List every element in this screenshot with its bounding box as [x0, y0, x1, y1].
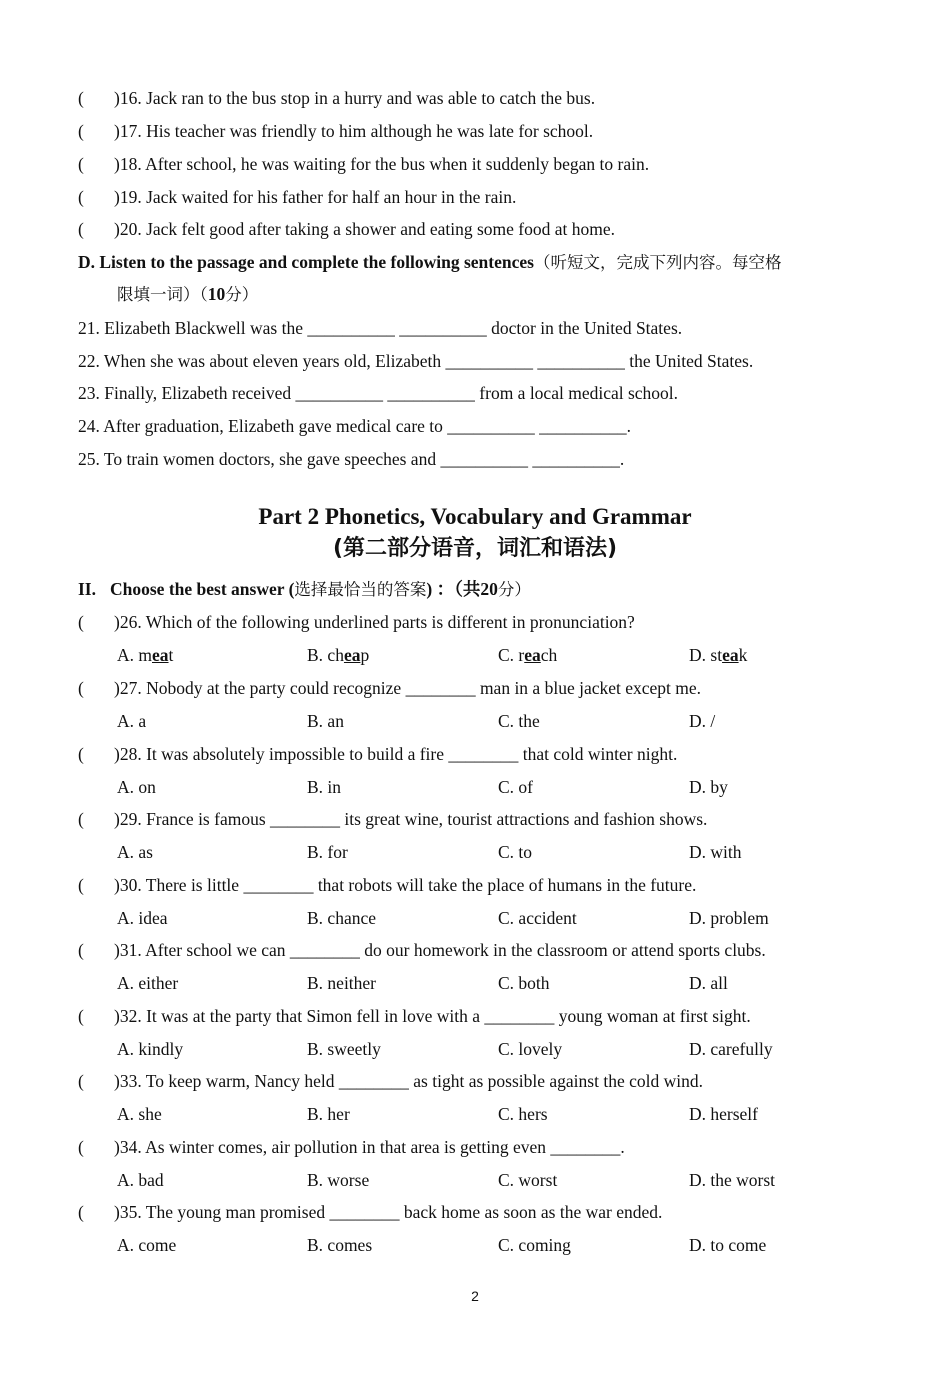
option-b[interactable]: B. her [307, 1104, 350, 1124]
tf-item-17 [78, 120, 593, 142]
option-d[interactable]: D. herself [689, 1104, 759, 1124]
option-c[interactable]: C. reach [498, 645, 558, 665]
question-35 [78, 1201, 662, 1223]
answer-paren[interactable]: ( [78, 154, 84, 174]
tf-item-20 [78, 218, 615, 240]
option-c[interactable]: C. lovely [498, 1039, 563, 1059]
option-a[interactable]: A. meat [117, 645, 174, 665]
question-31 [78, 939, 766, 961]
question-text: )27. Nobody at the party could recognize ________ man in a blue jacket except me. [114, 678, 702, 698]
answer-paren[interactable]: ( [78, 1071, 84, 1091]
answer-paren[interactable]: ( [78, 678, 84, 698]
question-text: )33. To keep warm, Nancy held ________ as tight as possible against the cold wind. [114, 1071, 703, 1091]
question-text: )26. Which of the following underlined parts is different in pronunciation? [114, 612, 635, 632]
answer-paren[interactable]: ( [78, 88, 84, 108]
section-ii-cn: 选择最恰当的答案 [294, 580, 427, 599]
blank-item-23[interactable]: 23. Finally, Elizabeth received __________ __________ from a local medical school. [78, 383, 679, 403]
options-26 [117, 644, 897, 666]
tf-item-16 [78, 87, 595, 109]
section-d-score-unit: 分） [225, 285, 259, 304]
question-text: )29. France is famous ________ its great wine, tourist attractions and fashion shows. [114, 809, 708, 829]
section-ii-title: Choose the best answer ( [110, 579, 295, 599]
option-d[interactable]: D. by [689, 777, 728, 797]
question-text: )18. After school, he was waiting for the bus when it suddenly began to rain. [114, 154, 650, 174]
question-text: )31. After school we can ________ do our homework in the classroom or attend sports clubs. [114, 940, 766, 960]
answer-paren[interactable]: ( [78, 809, 84, 829]
options-34 [117, 1169, 897, 1191]
question-text: )35. The young man promised ________ back home as soon as the war ended. [114, 1202, 663, 1222]
question-text: )28. It was absolutely impossible to build a fire ________ that cold winter night. [114, 744, 678, 764]
option-a[interactable]: A. on [117, 777, 156, 797]
section-d-heading [78, 251, 781, 274]
section-d-score: 10 [207, 284, 226, 304]
question-text: )19. Jack waited for his father for half an hour in the rain. [114, 187, 517, 207]
options-35 [117, 1234, 897, 1256]
answer-paren[interactable]: ( [78, 1202, 84, 1222]
option-a[interactable]: A. either [117, 973, 179, 993]
part2-title: Part 2 Phonetics, Vocabulary and Grammar [258, 504, 692, 529]
option-a[interactable]: A. kindly [117, 1039, 184, 1059]
options-27 [117, 710, 897, 732]
option-c[interactable]: C. to [498, 842, 533, 862]
option-a[interactable]: A. as [117, 842, 153, 862]
option-a[interactable]: A. a [117, 711, 147, 731]
option-b[interactable]: B. cheap [307, 645, 370, 665]
section-ii-label: II. [78, 579, 96, 599]
page-number: 2 [471, 1288, 479, 1304]
question-34 [78, 1136, 625, 1158]
question-text: )30. There is little ________ that robots will take the place of humans in the future. [114, 875, 697, 895]
option-c[interactable]: C. hers [498, 1104, 548, 1124]
answer-paren[interactable]: ( [78, 940, 84, 960]
option-d[interactable]: D. all [689, 973, 728, 993]
option-a[interactable]: A. idea [117, 908, 168, 928]
option-d[interactable]: D. / [689, 711, 716, 731]
option-d[interactable]: D. with [689, 842, 742, 862]
section-d-title: D. Listen to the passage and complete the following sentences [78, 252, 534, 272]
option-c[interactable]: C. of [498, 777, 533, 797]
question-text: )32. It was at the party that Simon fell in love with a ________ young woman at first sight. [114, 1006, 751, 1026]
question-text: )20. Jack felt good after taking a shower and eating some food at home. [114, 219, 616, 239]
option-b[interactable]: B. neither [307, 973, 377, 993]
option-d[interactable]: D. the worst [689, 1170, 776, 1190]
section-ii-score: 20 [480, 579, 498, 599]
option-b[interactable]: B. worse [307, 1170, 370, 1190]
section-d-cn-instruction: （听短文，完成下列内容。每空格 [533, 253, 782, 272]
option-d[interactable]: D. steak [689, 645, 748, 665]
section-ii-close: ) ：（共 [426, 579, 481, 599]
answer-paren[interactable]: ( [78, 187, 84, 207]
underlined-letters: ea [152, 645, 169, 665]
option-b[interactable]: B. for [307, 842, 348, 862]
blank-item-22[interactable]: 22. When she was about eleven years old, Elizabeth __________ __________ the United States. [78, 351, 754, 371]
option-b[interactable]: B. in [307, 777, 342, 797]
option-d[interactable]: D. problem [689, 908, 769, 928]
options-30 [117, 907, 897, 929]
answer-paren[interactable]: ( [78, 121, 84, 141]
option-d[interactable]: D. carefully [689, 1039, 773, 1059]
option-a[interactable]: A. bad [117, 1170, 164, 1190]
option-c[interactable]: C. worst [498, 1170, 558, 1190]
question-32 [78, 1005, 751, 1027]
section-ii-unit: 分） [497, 580, 531, 599]
answer-paren[interactable]: ( [78, 219, 84, 239]
options-29 [117, 841, 897, 863]
answer-paren[interactable]: ( [78, 612, 84, 632]
options-31 [117, 972, 897, 994]
underlined-letters: ea [722, 645, 739, 665]
option-c[interactable]: C. the [498, 711, 540, 731]
question-text: )17. His teacher was friendly to him although he was late for school. [114, 121, 594, 141]
tf-item-19 [78, 186, 516, 208]
question-text: )34. As winter comes, air pollution in that area is getting even ________. [114, 1137, 625, 1157]
option-b[interactable]: B. sweetly [307, 1039, 381, 1059]
option-a[interactable]: A. she [117, 1104, 162, 1124]
answer-paren[interactable]: ( [78, 744, 84, 764]
option-c[interactable]: C. coming [498, 1235, 571, 1255]
answer-paren[interactable]: ( [78, 1137, 84, 1157]
question-26 [78, 611, 635, 633]
option-b[interactable]: B. an [307, 711, 344, 731]
answer-paren[interactable]: ( [78, 1006, 84, 1026]
question-28 [78, 743, 677, 765]
answer-paren[interactable]: ( [78, 875, 84, 895]
options-32 [117, 1038, 897, 1060]
options-28 [117, 776, 897, 798]
option-c[interactable]: C. both [498, 973, 550, 993]
blank-item-21[interactable]: 21. Elizabeth Blackwell was the __________ __________ doctor in the United States. [78, 318, 683, 338]
section-d-heading-line2 [117, 283, 258, 306]
question-27 [78, 677, 701, 699]
options-33 [117, 1103, 897, 1125]
option-c[interactable]: C. accident [498, 908, 577, 928]
part2-subtitle: (第二部分语音，词汇和语法) [332, 536, 618, 561]
blank-item-25[interactable]: 25. To train women doctors, she gave speeches and __________ __________. [78, 449, 625, 469]
question-30 [78, 874, 696, 896]
section-ii-heading [78, 578, 531, 601]
underlined-letters: ea [524, 645, 541, 665]
option-b[interactable]: B. comes [307, 1235, 373, 1255]
question-33 [78, 1070, 703, 1092]
section-d-cn-instruction-2: 限填一词）（ [117, 285, 208, 304]
option-d[interactable]: D. to come [689, 1235, 767, 1255]
option-a[interactable]: A. come [117, 1235, 177, 1255]
blank-item-24[interactable]: 24. After graduation, Elizabeth gave medical care to __________ __________. [78, 416, 632, 436]
question-29 [78, 808, 707, 830]
option-b[interactable]: B. chance [307, 908, 376, 928]
tf-item-18 [78, 153, 649, 175]
question-text: )16. Jack ran to the bus stop in a hurry and was able to catch the bus. [114, 88, 596, 108]
underlined-letters: ea [343, 645, 361, 665]
